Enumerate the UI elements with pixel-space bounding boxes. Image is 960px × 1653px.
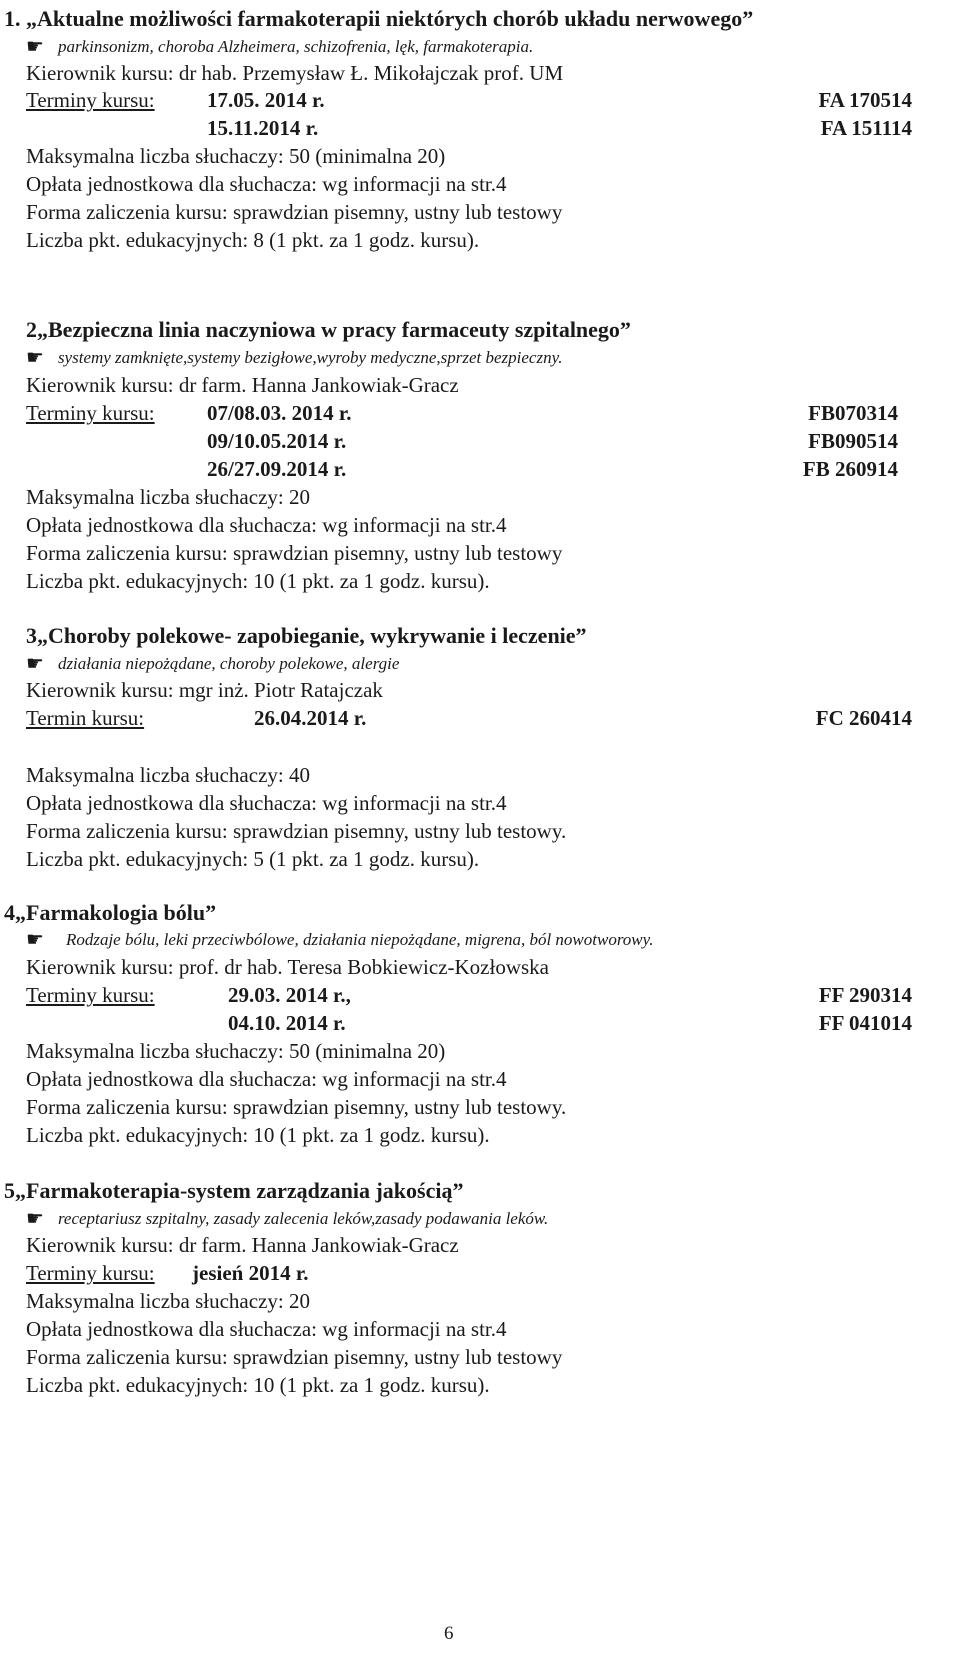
course-3-date-1: 26.04.2014 r. [254, 706, 367, 730]
course-1-fee: Opłata jednostkowa dla słuchacza: wg informacji na str.4 [26, 172, 507, 196]
course-2-terms-label: Terminy kursu: [26, 401, 155, 425]
course-4-topics: ☛ Rodzaje bólu, leki przeciwbólowe, działania niepożądane, migrena, ból nowotworowy. [26, 929, 654, 951]
course-4-form: Forma zaliczenia kursu: sprawdzian pisemny, ustny lub testowy. [26, 1095, 567, 1119]
pointing-hand-icon: ☛ [26, 36, 44, 58]
course-2-form: Forma zaliczenia kursu: sprawdzian pisemny, ustny lub testowy [26, 541, 563, 565]
course-4-max: Maksymalna liczba słuchaczy: 50 (minimalna 20) [26, 1039, 446, 1063]
course-1-title: 1. „Aktualne możliwości farmakoterapii niektórych chorób układu nerwowego” [4, 6, 754, 31]
course-3-title: 3„Choroby polekowe- zapobieganie, wykrywanie i leczenie” [26, 623, 587, 648]
course-2-points: Liczba pkt. edukacyjnych: 10 (1 pkt. za 1 godz. kursu). [26, 569, 490, 593]
course-1-form: Forma zaliczenia kursu: sprawdzian pisemny, ustny lub testowy [26, 200, 563, 224]
course-2-fee: Opłata jednostkowa dla słuchacza: wg informacji na str.4 [26, 513, 507, 537]
course-1-code-1: FA 170514 [818, 88, 912, 112]
course-3-max: Maksymalna liczba słuchaczy: 40 [26, 763, 310, 787]
course-2-manager: Kierownik kursu: dr farm. Hanna Jankowiak-Gracz [26, 373, 459, 397]
pointing-hand-icon: ☛ [26, 929, 44, 951]
course-2-code-2: FB090514 [808, 429, 898, 453]
course-1-topics: ☛ parkinsonizm, choroba Alzheimera, schizofrenia, lęk, farmakoterapia. [26, 36, 534, 58]
course-2-code-1: FB070314 [808, 401, 898, 425]
course-2-max: Maksymalna liczba słuchaczy: 20 [26, 485, 310, 509]
course-2-code-3: FB 260914 [802, 457, 898, 481]
course-3-points: Liczba pkt. edukacyjnych: 5 (1 pkt. za 1 godz. kursu). [26, 847, 480, 871]
course-4-code-2: FF 041014 [818, 1011, 912, 1035]
course-1-points: Liczba pkt. edukacyjnych: 8 (1 pkt. za 1 godz. kursu). [26, 228, 480, 252]
course-4-code-1: FF 290314 [818, 983, 912, 1007]
course-1-manager: Kierownik kursu: dr hab. Przemysław Ł. Mikołajczak prof. UM [26, 61, 564, 85]
course-5-manager: Kierownik kursu: dr farm. Hanna Jankowiak-Gracz [26, 1233, 459, 1257]
course-2-title: 2„Bezpieczna linia naczyniowa w pracy farmaceuty szpitalnego” [26, 317, 631, 342]
course-2-date-3: 26/27.09.2014 r. [207, 457, 347, 481]
course-4-date-1: 29.03. 2014 r., [228, 983, 351, 1007]
course-5-date-1: jesień 2014 r. [192, 1261, 309, 1285]
course-2-date-1: 07/08.03. 2014 r. [207, 401, 352, 425]
course-1-date-1: 17.05. 2014 r. [207, 88, 325, 112]
course-5-topics: ☛ receptariusz szpitalny, zasady zalecenia leków,zasady podawania leków. [26, 1208, 549, 1230]
course-4-title: 4„Farmakologia bólu” [4, 900, 217, 925]
course-1-max: Maksymalna liczba słuchaczy: 50 (minimalna 20) [26, 144, 446, 168]
pointing-hand-icon: ☛ [26, 1208, 44, 1230]
course-4-manager: Kierownik kursu: prof. dr hab. Teresa Bobkiewicz-Kozłowska [26, 955, 550, 979]
page-number: 6 [444, 1623, 454, 1644]
course-5-fee: Opłata jednostkowa dla słuchacza: wg informacji na str.4 [26, 1317, 507, 1341]
course-5-points: Liczba pkt. edukacyjnych: 10 (1 pkt. za 1 godz. kursu). [26, 1373, 490, 1397]
course-5-max: Maksymalna liczba słuchaczy: 20 [26, 1289, 310, 1313]
course-3-manager: Kierownik kursu: mgr inż. Piotr Ratajczak [26, 678, 383, 702]
course-5-form: Forma zaliczenia kursu: sprawdzian pisemny, ustny lub testowy [26, 1345, 563, 1369]
course-3-terms-label: Termin kursu: [26, 706, 145, 730]
course-2-topics: ☛ systemy zamknięte,systemy bezigłowe,wyroby medyczne,sprzet bezpieczny. [26, 347, 563, 369]
course-4-date-2: 04.10. 2014 r. [228, 1011, 346, 1035]
pointing-hand-icon: ☛ [26, 347, 44, 369]
course-3-topics: ☛ działania niepożądane, choroby polekowe, alergie [26, 653, 400, 675]
course-3-code-1: FC 260414 [815, 706, 912, 730]
course-4-terms-label: Terminy kursu: [26, 983, 155, 1007]
course-4-fee: Opłata jednostkowa dla słuchacza: wg informacji na str.4 [26, 1067, 507, 1091]
course-4-points: Liczba pkt. edukacyjnych: 10 (1 pkt. za 1 godz. kursu). [26, 1123, 490, 1147]
course-3-form: Forma zaliczenia kursu: sprawdzian pisemny, ustny lub testowy. [26, 819, 567, 843]
course-1-date-2: 15.11.2014 r. [207, 116, 319, 140]
course-5-terms-label: Terminy kursu: [26, 1261, 155, 1285]
course-1-code-2: FA 151114 [820, 116, 912, 140]
course-2-date-2: 09/10.05.2014 r. [207, 429, 347, 453]
course-1-terms-label: Terminy kursu: [26, 88, 155, 112]
course-5-title: 5„Farmakoterapia-system zarządzania jakością” [4, 1178, 464, 1203]
pointing-hand-icon: ☛ [26, 653, 44, 675]
course-3-fee: Opłata jednostkowa dla słuchacza: wg informacji na str.4 [26, 791, 507, 815]
